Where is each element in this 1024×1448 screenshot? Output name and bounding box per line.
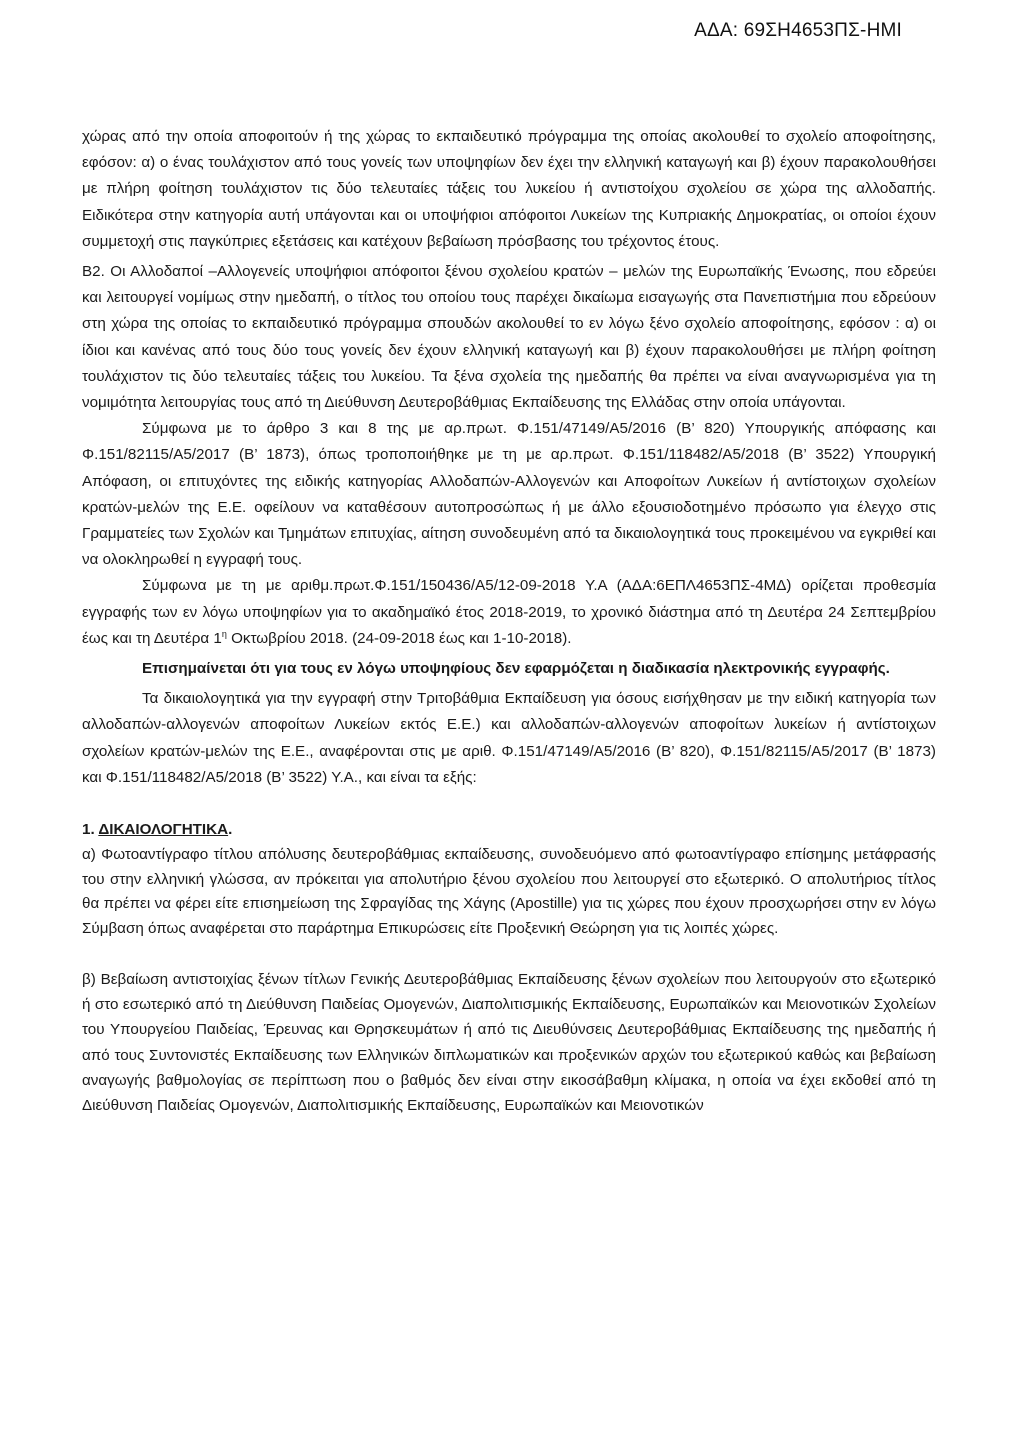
document-body xyxy=(82,124,936,1118)
section-title-suffix: . xyxy=(228,821,233,839)
paragraph-b2: Β2. Οι Αλλοδαποί –Αλλογενείς υποψήφιοι απόφοιτοι ξένου σχολείου κρατών – μελών της Ευρωπαϊκής Ένωσης, που εδρεύει και λειτουργεί νομίμως στην ημεδαπή, ο τίτλος του οποίου τους παρέχει δικαίωμα εισαγωγής στα Πανεπιστήμια που εδρεύουν στη χώρα της οποίας το εκπαιδευτικό πρόγραμμα σπουδών ακολουθεί το εν λόγω ξένο σχολείο αποφοίτησης, εφόσον : α) οι ίδιοι και κανένας από τους δύο τους γονείς δεν έχουν ελληνική καταγωγή και β) έχουν παρακολουθήσει με πλήρη φοίτηση τουλάχιστον τις δύο τελευταίες τάξεις του λυκείου. Τα ξένα σχολεία της ημεδαπής θα πρέπει να είναι αναγνωρισμένα για τη νομιμότητα λειτουργίας τους από τη Διεύθυνση Δευτεροβάθμιας Εκπαίδευσης της Ελλάδας στην οποία υπάγονται. xyxy=(82,263,936,412)
paragraph-deadline xyxy=(82,573,936,652)
ordinal-superscript: η xyxy=(221,628,227,639)
paragraph-notice: Επισημαίνεται ότι για τους εν λόγω υποψηφίους δεν εφαρμόζεται η διαδικασία ηλεκτρονικής εγγραφής. xyxy=(142,660,890,678)
section-number: 1. xyxy=(82,821,99,839)
paragraph-intro: χώρας από την οποία αποφοιτούν ή της χώρας το εκπαιδευτικό πρόγραμμα της οποίας ακολουθεί το σχολείο αποφοίτησης, εφόσον: α) ο ένας τουλάχιστον από τους γονείς των υποψηφίων δεν έχει την ελληνική καταγωγή και β) έχουν παρακολουθήσει με πλήρη φοίτηση τουλάχιστον τις δύο τελευταίες τάξεις του λυκείου ή αντιστοίχου σχολείου σε χώρα της αλλοδαπής. Ειδικότερα στην κατηγορία αυτή υπάγονται και οι υποψήφιοι απόφοιτοι Λυκείων της Κυπριακής Δημοκρατίας, οι οποίοι έχουν συμμετοχή στις παγκύπριες εξετάσεις και κατέχουν βεβαίωση πρόσβασης του τρέχοντος έτους. xyxy=(82,128,936,250)
deadline-text: Σύμφωνα με τη με αριθμ.πρωτ.Φ.151/150436/Α5/12-09-2018 Υ.Α (ΑΔΑ:6ΕΠΛ4653ΠΣ-4ΜΔ) ορίζεται προθεσμία εγγραφής των εν λόγω υποψηφίων για το ακαδημαϊκό έτος 2018-2019, το χρονικό διάστημα από τη Δευτέρα 24 Σεπτεμβρίου έως και τη Δευτέρα 1 xyxy=(82,577,936,647)
paragraph-legal-basis: Σύμφωνα με το άρθρο 3 και 8 της με αρ.πρωτ. Φ.151/47149/Α5/2016 (Β’ 820) Υπουργικής απόφασης και Φ.151/82115/Α5/2017 (Β’ 1873), όπως τροποποιήθηκε με τη με αρ.πρωτ. Φ.151/118482/Α5/2018 (Β’ 3522) Υπουργική Απόφαση, οι επιτυχόντες της ειδικής κατηγορίας Αλλοδαπών-Αλλογενών και Αποφοίτων Λυκείων ή αντίστοιχων σχολείων κρατών-μελών της Ε.Ε. οφείλουν να καταθέσουν αυτοπροσώπως ή με άλλο εξουσιοδοτημένο πρόσωπο για έλεγχο στις Γραμματείες των Σχολών και Τμημάτων επιτυχίας, αίτηση συνοδευμένη από τα δικαιολογητικά τους προκειμένου να εγκριθεί και να ολοκληρωθεί η εγγραφή τους. xyxy=(82,420,936,569)
item-a: α) Φωτοαντίγραφο τίτλου απόλυσης δευτεροβάθμιας εκπαίδευσης, συνοδευόμενο από φωτοαντίγραφο επίσημης μετάφρασής του στην ελληνική γλώσσα, αν πρόκειται για απολυτήριο ξένου σχολείου που λειτουργεί στο εξωτερικό. Ο απολυτήριος τίτλος θα πρέπει να φέρει είτε επισημείωση της Σφραγίδας της Χάγης (Apostille) για τις χώρες που έχουν προσχωρήσει στην εν λόγω Σύμβαση όπως αναφέρεται στο παράρτημα Επικυρώσεις είτε Προξενική Θεώρηση για τις λοιπές χώρες. xyxy=(82,846,936,937)
section-heading xyxy=(82,817,936,843)
item-b: β) Βεβαίωση αντιστοιχίας ξένων τίτλων Γενικής Δευτεροβάθμιας Εκπαίδευσης ξένων σχολείων που λειτουργούν στο εξωτερικό ή στο εσωτερικό από τη Διεύθυνση Παιδείας Ομογενών, Διαπολιτισμικής Εκπαίδευσης, Ευρωπαϊκών και Μειονοτικών Σχολείων του Υπουργείου Παιδείας, Έρευνας και Θρησκευμάτων ή από τις Διευθύνσεις Δευτεροβάθμιας Εκπαίδευσης της ημεδαπής ή από τους Συντονιστές Εκπαίδευσης των Ελληνικών διπλωματικών και προξενικών αρχών του εξωτερικού καθώς και βεβαίωση αναγωγής βαθμολογίας σε περίπτωση που ο βαθμός δεν είναι στην εικοσάβαθμη κλίμακα, η οποία να έχει εκδοθεί από τη Διεύθυνση Παιδείας Ομογενών, Διαπολιτισμικής Εκπαίδευσης, Ευρωπαϊκών και Μειονοτικών xyxy=(82,970,936,1114)
ada-code: ΑΔΑ: 69ΣΗ4653ΠΣ-ΗΜΙ xyxy=(694,20,902,41)
paragraph-documents-intro: Τα δικαιολογητικά για την εγγραφή στην Τριτοβάθμια Εκπαίδευση για όσους εισήχθησαν με την ειδική κατηγορία των αλλοδαπών-αλλογενών αποφοίτων Λυκείων εκτός Ε.Ε.) και αλλοδαπών-αλλογενών αποφοίτων λυκείων ή αντίστοιχων σχολείων κρατών-μελών της Ε.Ε., αναφέρονται στις με αριθ. Φ.151/47149/Α5/2016 (Β’ 820), Φ.151/82115/Α5/2017 (Β’ 1873) και Φ.151/118482/Α5/2018 (Β’ 3522) Υ.Α., και είναι τα εξής: xyxy=(82,690,936,786)
deadline-text-end: Οκτωβρίου 2018. (24-09-2018 έως και 1-10-2018). xyxy=(226,629,572,647)
section-title: ΔΙΚΑΙΟΛΟΓΗΤΙΚΑ xyxy=(98,821,229,839)
